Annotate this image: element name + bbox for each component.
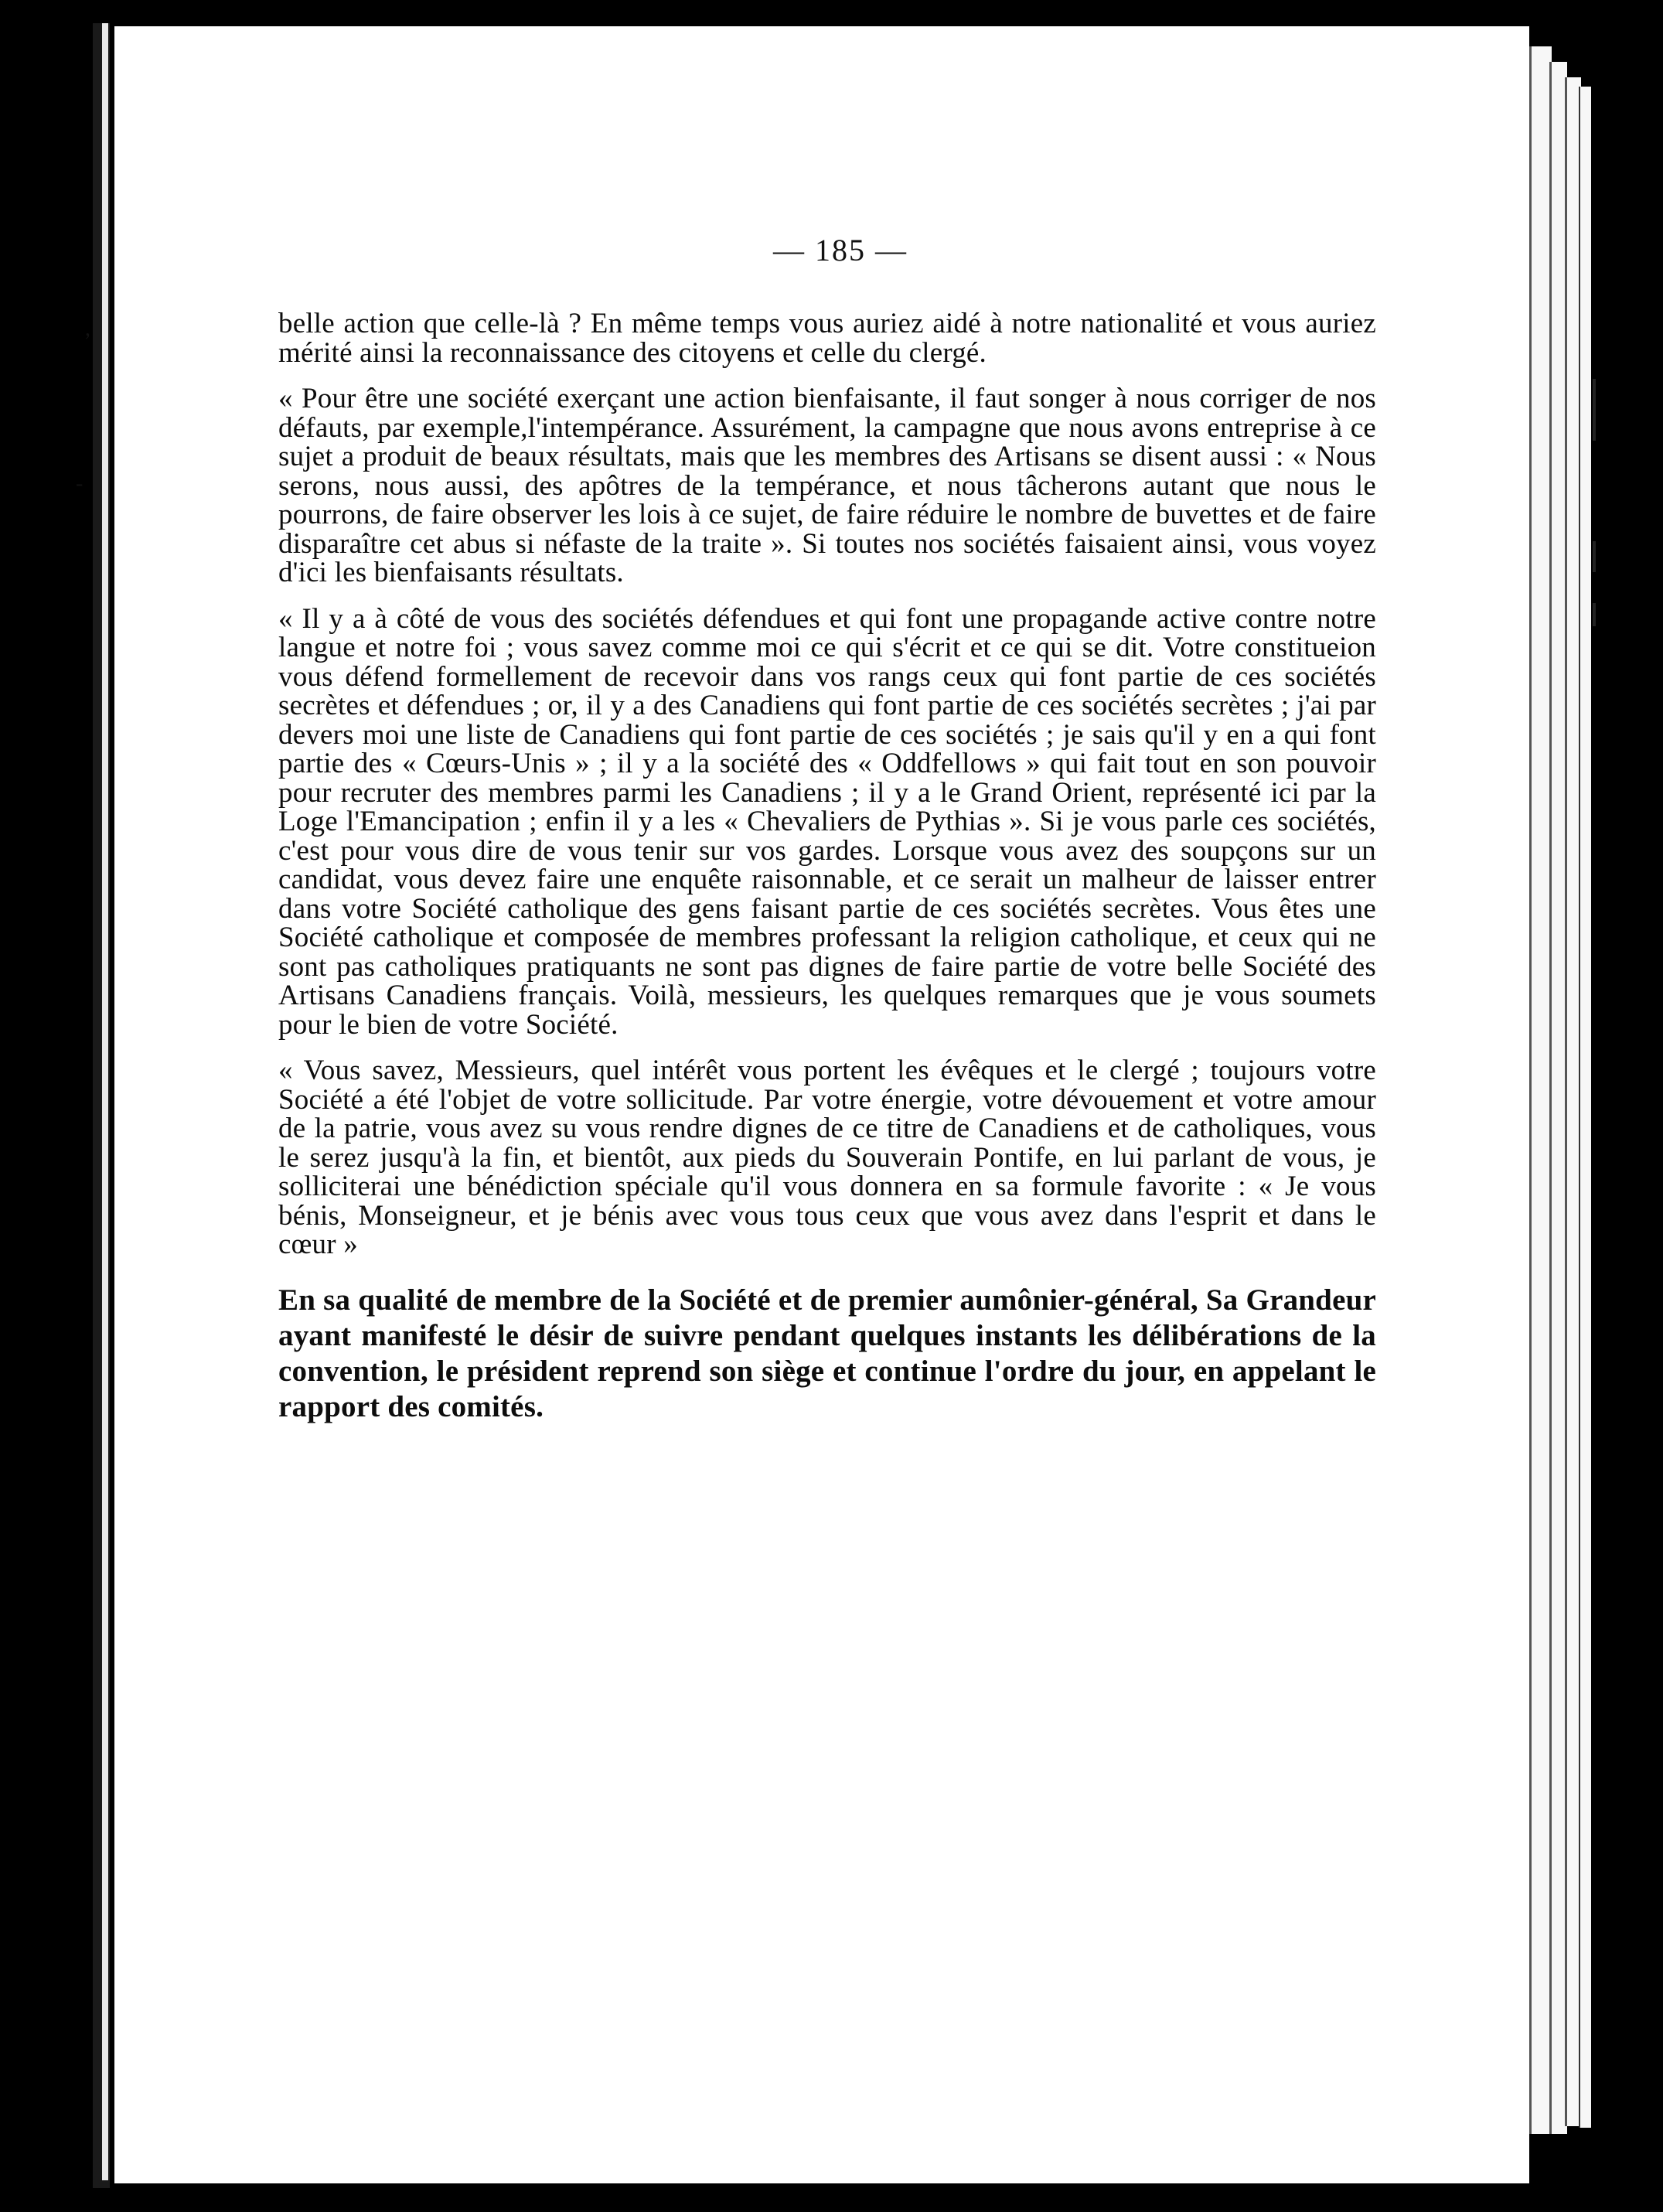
margin-mark: ,	[85, 317, 90, 341]
paragraph-1: belle action que celle-là ? En même temps vous auriez aidé à notre nationalité et vous auriez mérité ainsi la reconnaissance des citoyens et celle du clergé.	[278, 308, 1376, 369]
paragraph-3: « Il y a à côté de vous des sociétés défendues et qui font une propagande active contre notre langue et notre foi ; vous savez comme moi ce qui s'écrit et ce qui se dit. Votre constitueion vous défend formellement de recevoir dans vos rangs ceux qui font partie de ces sociétés secrètes et défendues ; or, il y a des Canadiens qui font partie de ces sociétés secrètes ; j'ai par devers moi une liste de Canadiens qui font partie de ces sociétés ; je sais qu'il y en a qui font partie des « Cœurs-Unis » ; il y a la société des « Oddfellows » qui fait tout en son pouvoir pour recruter des membres parmi les Canadiens ; il y a le Grand Orient, représenté ici par la Loge l'Emancipation ; enfin il y a les « Chevaliers de Pythias ». Si je vous parle ces sociétés, c'est pour vous dire de vous tenir sur vos gardes. Lorsque vous avez des soupçons sur un candidat, vous devez faire une enquête raisonnable, et ce serait un malheur de laisser entrer dans votre Société catholique des gens faisant partie de ces sociétés secrètes. Vous êtes une Société catholique et composée de membres professant la religion catholique, et ceux qui ne sont pas catholiques pratiquants ne sont pas dignes de faire partie de votre belle Société des Artisans Canadiens français. Voilà, messieurs, les quelques remarques que je vous soumets pour le bien de votre Société.	[278, 602, 1376, 1041]
margin-mark: -	[76, 472, 83, 496]
paragraph-4: « Vous savez, Messieurs, quel intérêt vous portent les évêques et le clergé ; toujours votre Société a été l'objet de votre sollicitude. Par votre énergie, votre dévouement et votre amour de la patrie, vous avez su vous rendre dignes de ce titre de Canadiens et de catholiques, vous le serez jusqu'à la fin, et bientôt, aux pieds du Souverain Pontife, en lui parlant de vous, je solliciterai une bénédiction spéciale qu'il vous donnera en sa formule favorite : « Je vous bénis, Monseigneur, et je bénis avec vous tous ceux que vous avez dans l'esprit et dans le cœur »	[278, 1055, 1376, 1260]
paragraph-5: En sa qualité de membre de la Société et de premier aumônier-général, Sa Grandeur ayant manifesté le désir de suivre pendant quelques instants les délibérations de la convention, le président reprend son siège et continue l'ordre du jour, en appelant le rapport des comités.	[278, 1283, 1376, 1423]
page-stack-edge	[1529, 46, 1552, 2134]
margin-tick	[1593, 379, 1596, 441]
margin-tick	[1593, 541, 1596, 572]
page-number: — 185 —	[773, 233, 908, 268]
page-stack-edge	[1579, 87, 1591, 2128]
margin-tick	[1593, 603, 1596, 626]
paragraph-2: « Pour être une société exerçant une action bienfaisante, il faut songer à nous corriger de nos défauts, par exemple,l'intempérance. Assurément, la campagne que nous avons entreprise à ce sujet a produit de beaux résultats, mais que les membres des Artisans se disent aussi : « Nous serons, nous aussi, des apôtres de la tempérance, et nous tâcherons autant que nous le pourrons, de faire observer les lois à ce sujet, de faire réduire le nombre de buvettes et de faire disparaître cet abus si néfaste de la traite ». Si toutes nos sociétés faisaient ainsi, vous voyez d'ici les bienfaisants résultats.	[278, 383, 1376, 588]
page-left-edge	[102, 23, 108, 2180]
page-body	[278, 309, 1376, 1442]
